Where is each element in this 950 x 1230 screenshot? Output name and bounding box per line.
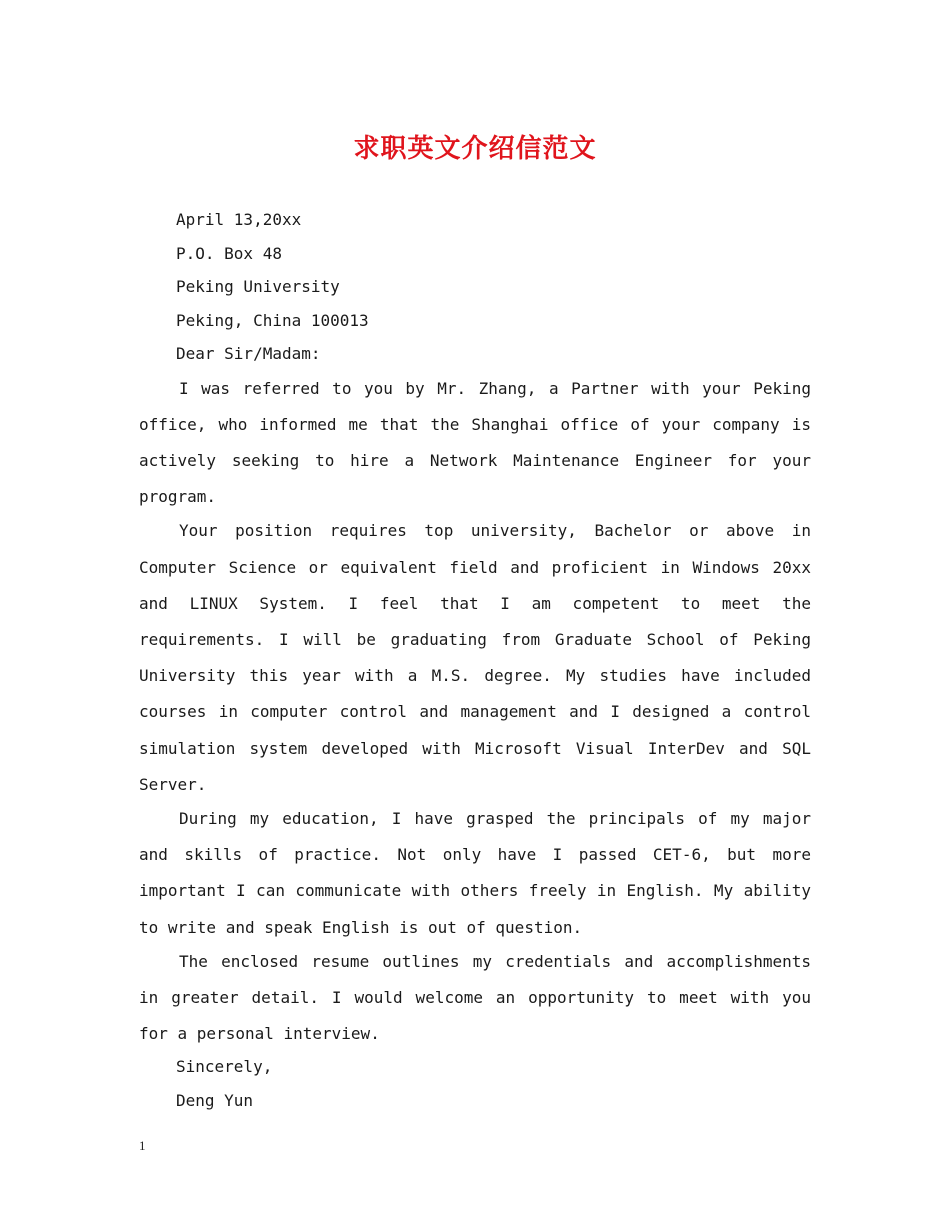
sign-off: Sincerely, <box>176 1057 273 1077</box>
date-line: April 13,20xx <box>176 210 302 229</box>
address-line-city: Peking, China 100013 <box>176 310 369 330</box>
paragraph-qualifications: Your position requires top university, Bachelor or above in Computer Science or equivalent field and proficient in Windows 20xx and LINUX System. I feel that I am competent to meet the requirements. I will be graduating from Graduate School of Peking University this year with a M.S. degree. My studies have included courses in computer control and management and I designed a control simulation system developed with Microsoft Visual InterDev and SQL Server. <box>139 521 811 794</box>
letter-body <box>139 203 811 1117</box>
salutation: Dear Sir/Madam: <box>176 344 321 363</box>
address-line-box: P.O. Box 48 <box>176 243 282 263</box>
paragraph-closing: The enclosed resume outlines my credentials and accomplishments in greater detail. I would welcome an opportunity to meet with you for a personal interview. <box>139 951 811 1044</box>
address-line-university: Peking University <box>176 277 340 296</box>
signature-name: Deng Yun <box>176 1090 254 1110</box>
paragraph-education: During my education, I have grasped the principals of my major and skills of practice. Not only have I passed CET-6, but more important I can communicate with others freely in English. My ability to write and speak English is out of question. <box>139 808 811 937</box>
page-number: 1 <box>139 1138 146 1153</box>
paragraph-referral: I was referred to you by Mr. Zhang, a Partner with your Peking office, who informed me that the Shanghai office of your company is actively seeking to hire a Network Maintenance Engineer for your program. <box>139 378 811 507</box>
document-title: 求职英文介绍信范文 <box>353 134 597 164</box>
